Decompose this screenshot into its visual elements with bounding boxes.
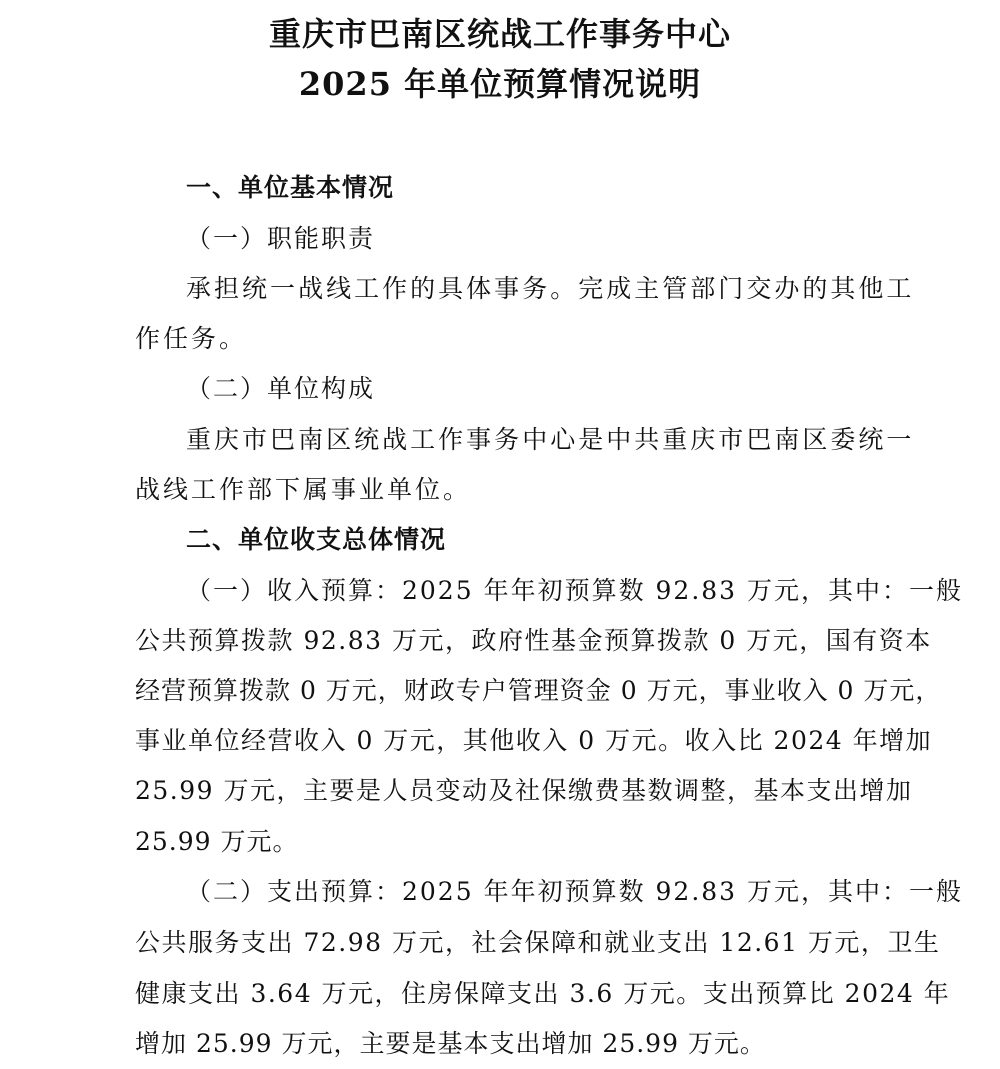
section-2-heading: 二、单位收支总体情况: [186, 525, 447, 554]
paragraph-expense-line-4: 增加 25.99 万元，主要是基本支出增加 25.99 万元。: [135, 1029, 766, 1058]
section-1-sub-2-heading: （二）单位构成: [186, 374, 376, 403]
document-title-line-2: 2025 年单位预算情况说明: [298, 65, 702, 103]
paragraph-duties-line-1: 承 担 统 一 战 线 工 作 的 具 体 事 务 。 完 成 主 管 部 门 交 办 的 其 他 工: [186, 274, 915, 303]
paragraph-composition-line-1: 重 庆 市 巴 南 区 统 战 工 作 事 务 中 心 是 中 共 重 庆 市 巴 南 区 委 统 一: [186, 425, 915, 454]
paragraph-income-line-2: 公共预算拨款 92.83 万元，政府性基金预算拨款 0 万元，国有资本: [135, 626, 932, 655]
section-1-sub-1-heading: （一）职能职责: [186, 224, 376, 253]
paragraph-composition-line-2: 战线工作部下属事业单位。: [135, 475, 472, 504]
paragraph-income-line-4: 事业单位经营收入 0 万元，其他收入 0 万元。收入比 2024 年增加: [135, 726, 933, 755]
paragraph-income-line-3: 经营预算拨款 0 万元，财政专户管理资金 0 万元，事业收入 0 万元，: [135, 676, 942, 705]
paragraph-income-line-6: 25.99 万元。: [135, 827, 299, 856]
paragraph-duties-line-2: 作任务。: [135, 324, 248, 353]
paragraph-expense-line-1: （二）支出预算：2025 年年初预算数 92.83 万元，其中：一般: [186, 877, 964, 906]
section-1-heading: 一、单位基本情况: [186, 173, 395, 202]
document-title-line-1: 重庆市巴南区统战工作事务中心: [268, 15, 731, 53]
paragraph-expense-line-3: 健康支出 3.64 万元，住房保障支出 3.6 万元。支出预算比 2024 年: [135, 979, 951, 1008]
paragraph-income-line-5: 25.99 万元，主要是人员变动及社保缴费基数调整，基本支出增加: [135, 776, 913, 805]
paragraph-income-line-1: （一）收入预算：2025 年年初预算数 92.83 万元，其中：一般: [186, 576, 964, 605]
paragraph-expense-line-2: 公共服务支出 72.98 万元，社会保障和就业支出 12.61 万元，卫生: [135, 928, 941, 957]
